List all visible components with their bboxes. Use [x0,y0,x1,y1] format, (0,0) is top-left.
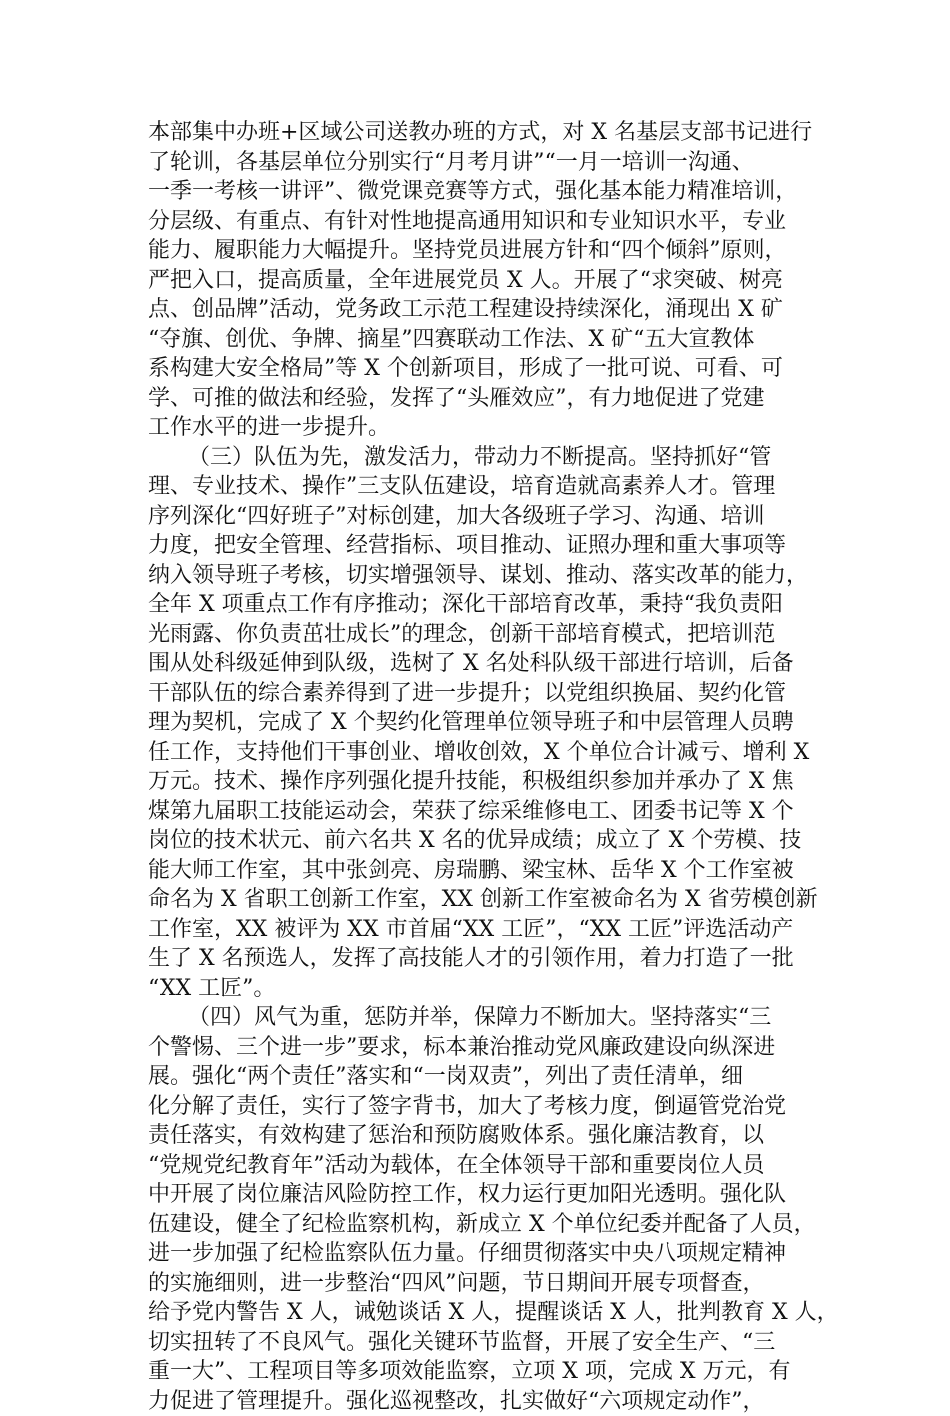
text-line: “XX 工匠”。 [148,974,808,1004]
text-line: 一季一考核一讲评”、微党课竞赛等方式，强化基本能力精准培训， [148,177,808,207]
text-line: 点、创品牌”活动，党务政工示范工程建设持续深化，涌现出 X 矿 [148,295,808,325]
text-line: 理为契机，完成了 X 个契约化管理单位领导班子和中层管理人员聘 [148,708,808,738]
paragraph-training [148,118,808,443]
paragraph-team-building [148,443,808,1004]
text-line: 切实扭转了不良风气。强化关键环节监督，开展了安全生产、“三 [148,1328,808,1358]
text-line: （四）风气为重，惩防并举，保障力不断加大。坚持落实“三 [148,1003,808,1033]
text-line: 工作水平的进一步提升。 [148,413,808,443]
text-line: 光雨露、你负责茁壮成长”的理念，创新干部培育模式，把培训范 [148,620,808,650]
text-line: 能力、履职能力大幅提升。坚持党员进展方针和“四个倾斜”原则， [148,236,808,266]
text-line: 工作室，XX 被评为 XX 市首届“XX 工匠”，“XX 工匠”评选活动产 [148,915,808,945]
text-line: 干部队伍的综合素养得到了进一步提升；以党组织换届、契约化管 [148,679,808,709]
text-line: 本部集中办班+区域公司送教办班的方式，对 X 名基层支部书记进行 [148,118,808,148]
text-line: 万元。技术、操作序列强化提升技能，积极组织参加并承办了 X 焦 [148,767,808,797]
text-line: 进一步加强了纪检监察队伍力量。仔细贯彻落实中央八项规定精神 [148,1239,808,1269]
text-line: 展。强化“两个责任”落实和“一岗双责”，列出了责任清单，细 [148,1062,808,1092]
text-line: 的实施细则，进一步整治“四风”问题，节日期间开展专项督查， [148,1269,808,1299]
text-line: 理、专业技术、操作”三支队伍建设，培育造就高素养人才。管理 [148,472,808,502]
text-line: 了轮训，各基层单位分别实行“月考月讲”“一月一培训一沟通、 [148,148,808,178]
text-line: “夺旗、创优、争牌、摘星”四赛联动工作法、X 矿“五大宣教体 [148,325,808,355]
text-line: 力促进了管理提升。强化巡视整改，扎实做好“六项规定动作”， [148,1387,808,1416]
paragraph-integrity [148,1003,808,1416]
text-line: 化分解了责任，实行了签字背书，加大了考核力度，倒逼管党治党 [148,1092,808,1122]
text-line: 责任落实，有效构建了惩治和预防腐败体系。强化廉洁教育，以 [148,1121,808,1151]
text-line: 任工作，支持他们干事创业、增收创效，X 个单位合计减亏、增利 X [148,738,808,768]
text-line: 序列深化“四好班子”对标创建，加大各级班子学习、沟通、培训 [148,502,808,532]
text-line: 力度，把安全管理、经营指标、项目推动、证照办理和重大事项等 [148,531,808,561]
text-line: 严把入口，提高质量，全年进展党员 X 人。开展了“求突破、树亮 [148,266,808,296]
text-line: 煤第九届职工技能运动会，荣获了综采维修电工、团委书记等 X 个 [148,797,808,827]
text-line: 给予党内警告 X 人，诫勉谈话 X 人，提醒谈话 X 人，批判教育 X 人， [148,1298,808,1328]
text-line: 个警惕、三个进一步”要求，标本兼治推动党风廉政建设向纵深进 [148,1033,808,1063]
text-line: 系构建大安全格局”等 X 个创新项目，形成了一批可说、可看、可 [148,354,808,384]
text-line: 重一大”、工程项目等多项效能监察，立项 X 项，完成 X 万元，有 [148,1357,808,1387]
text-line: “党规党纪教育年”活动为载体，在全体领导干部和重要岗位人员 [148,1151,808,1181]
text-line: 生了 X 名预选人，发挥了高技能人才的引领作用，着力打造了一批 [148,944,808,974]
text-line: 全年 X 项重点工作有序推动；深化干部培育改革，秉持“我负责阳 [148,590,808,620]
text-line: 能大师工作室，其中张剑亮、房瑞鹏、梁宝林、岳华 X 个工作室被 [148,856,808,886]
text-line: 命名为 X 省职工创新工作室，XX 创新工作室被命名为 X 省劳模创新 [148,885,808,915]
text-line: 中开展了岗位廉洁风险防控工作，权力运行更加阳光透明。强化队 [148,1180,808,1210]
text-line: 纳入领导班子考核，切实增强领导、谋划、推动、落实改革的能力， [148,561,808,591]
text-line: （三）队伍为先，激发活力，带动力不断提高。坚持抓好“管 [148,443,808,473]
text-line: 学、可推的做法和经验，发挥了“头雁效应”，有力地促进了党建 [148,384,808,414]
text-line: 岗位的技术状元、前六名共 X 名的优异成绩；成立了 X 个劳模、技 [148,826,808,856]
text-line: 分层级、有重点、有针对性地提高通用知识和专业知识水平，专业 [148,207,808,237]
document-body [148,118,808,1416]
text-line: 伍建设，健全了纪检监察机构，新成立 X 个单位纪委并配备了人员， [148,1210,808,1240]
text-line: 围从处科级延伸到队级，选树了 X 名处科队级干部进行培训，后备 [148,649,808,679]
